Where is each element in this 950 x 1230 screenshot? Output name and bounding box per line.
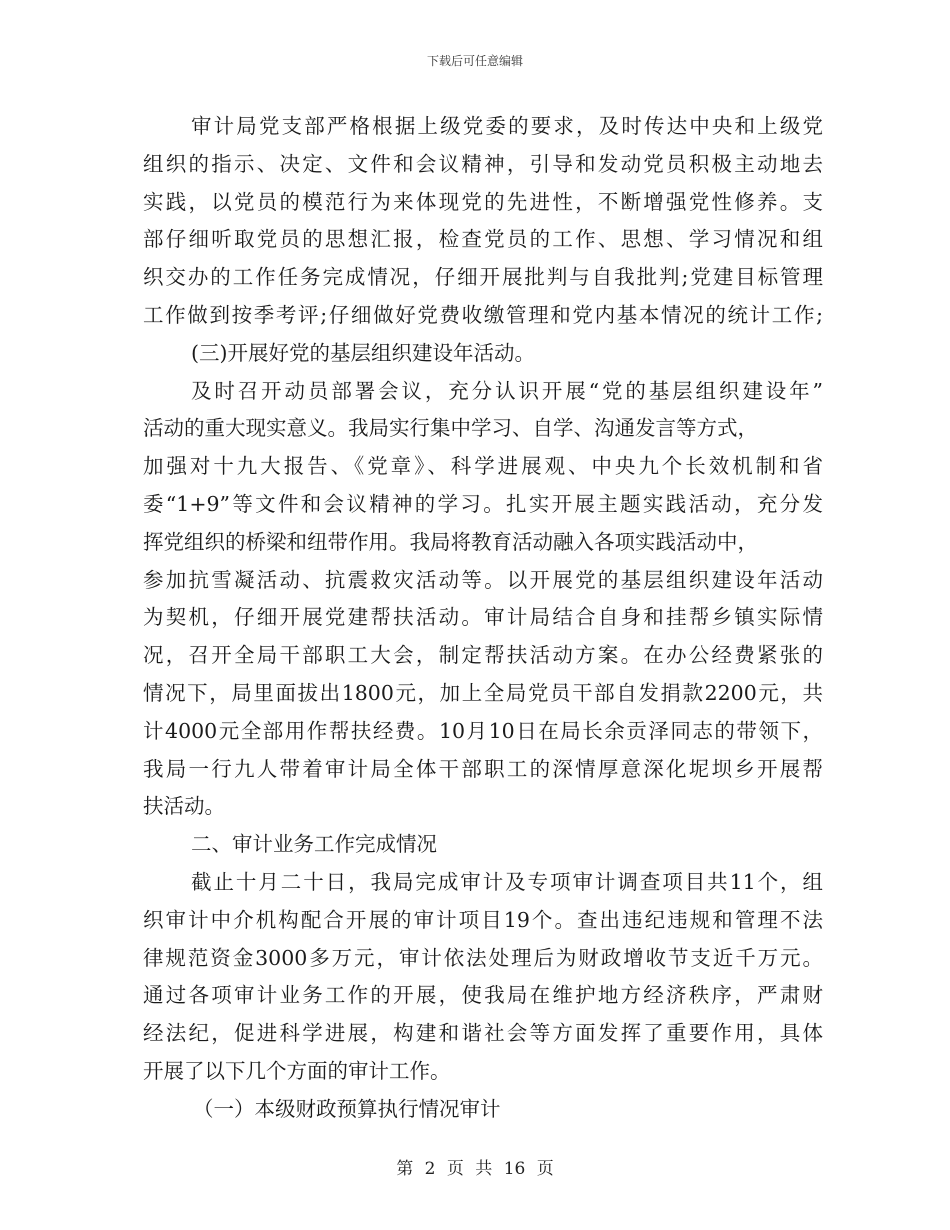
text-line: 组织的指示、决定、文件和会议精神，引导和发动党员积极主动地去 bbox=[143, 151, 823, 176]
text-line: (三)开展好党的基层组织建设年活动。 bbox=[191, 340, 535, 365]
text-line: 部仔细听取党员的思想汇报，检查党员的工作、思想、学习情况和组 bbox=[143, 227, 823, 252]
text-line: 经法纪，促进科学进展，构建和谐社会等方面发挥了重要作用，具体 bbox=[143, 1021, 823, 1046]
text-line: （一）本级财政预算执行情况审计 bbox=[193, 1096, 501, 1121]
page-footer: 第 2 页 共 16 页 bbox=[396, 1159, 554, 1179]
text-line: 通过各项审计业务工作的开展，使我局在维护地方经济秩序，严肃财 bbox=[143, 983, 823, 1008]
text-line: 情况下，局里面拔出1800元，加上全局党员干部自发捐款2200元，共 bbox=[143, 680, 823, 705]
page-header: 下载后可任意编辑 bbox=[426, 54, 523, 68]
text-line: 开展了以下几个方面的审计工作。 bbox=[143, 1058, 451, 1083]
text-line: 及时召开动员部署会议，充分认识开展“党的基层组织建设年” bbox=[191, 378, 823, 403]
text-line: 计4000元全部用作帮扶经费。10月10日在局长余贡泽同志的带领下， bbox=[143, 718, 823, 743]
text-line: 挥党组织的桥梁和纽带作用。我局将教育活动融入各项实践活动中， bbox=[143, 529, 758, 554]
text-line: 律规范资金3000多万元，审计依法处理后为财政增收节支近千万元。 bbox=[143, 945, 823, 970]
text-line: 织审计中介机构配合开展的审计项目19个。查出违纪违规和管理不法 bbox=[143, 907, 823, 932]
document-body bbox=[143, 108, 823, 1129]
text-line: 况，召开全局干部职工大会，制定帮扶活动方案。在办公经费紧张的 bbox=[143, 643, 823, 668]
text-line: 扶活动。 bbox=[143, 794, 225, 819]
text-line: 活动的重大现实意义。我局实行集中学习、自学、沟通发言等方式， bbox=[143, 416, 758, 441]
text-line: 加强对十九大报告、《党章》、科学进展观、中央九个长效机制和省 bbox=[143, 454, 823, 479]
text-line: 实践，以党员的模范行为来体现党的先进性，不断增强党性修养。支 bbox=[143, 189, 823, 214]
text-line: 工作做到按季考评;仔细做好党费收缴管理和党内基本情况的统计工作; bbox=[143, 302, 823, 327]
text-line: 织交办的工作任务完成情况，仔细开展批判与自我批判;党建目标管理 bbox=[143, 265, 823, 290]
text-line: 参加抗雪凝活动、抗震救灾活动等。以开展党的基层组织建设年活动 bbox=[143, 567, 823, 592]
text-line: 委“1+9”等文件和会议精神的学习。扎实开展主题实践活动，充分发 bbox=[143, 491, 823, 516]
text-line: 二、审计业务工作完成情况 bbox=[191, 832, 437, 857]
text-line: 审计局党支部严格根据上级党委的要求，及时传达中央和上级党 bbox=[191, 114, 823, 138]
text-line: 为契机，仔细开展党建帮扶活动。审计局结合自身和挂帮乡镇实际情 bbox=[143, 605, 823, 630]
text-line: 截止十月二十日，我局完成审计及专项审计调查项目共11个，组 bbox=[191, 869, 823, 894]
text-line: 我局一行九人带着审计局全体干部职工的深情厚意深化坭坝乡开展帮 bbox=[143, 756, 823, 781]
